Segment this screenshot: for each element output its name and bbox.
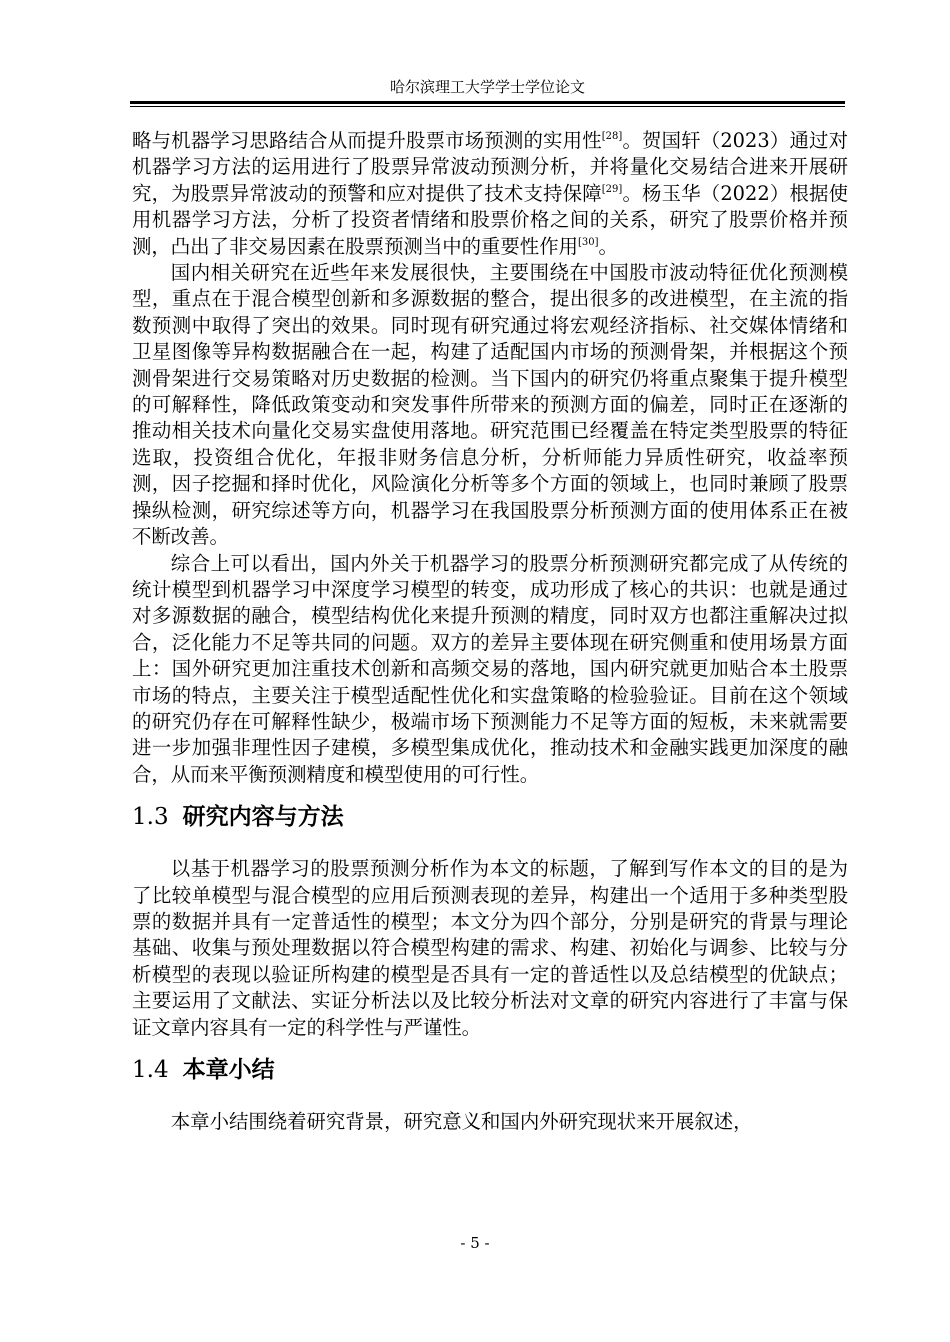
paragraph-5: 本章小结围绕着研究背景，研究意义和国内外研究现状来开展叙述， bbox=[170, 1110, 753, 1133]
section-title: 研究内容与方法 bbox=[182, 804, 344, 831]
page-number: - 5 - bbox=[460, 1234, 490, 1252]
citation-29: [29] bbox=[601, 183, 623, 195]
citation-30: [30] bbox=[577, 236, 599, 248]
paragraph-3: 综合上可以看出，国内外关于机器学习的股票分析预测研究都完成了从传统的统计模型到机器学习中深度学习模型的转变，成功形成了核心的共识：也就是通过对多源数据的融合，模型结构优化来提升预测的精度，同时双方也都注重解决过拟合，泛化能力不足等共同的问题。双方的差异主要体现在研究侧重和使用场景方面上：国外研究更加注重技术创新和高频交易的落地，国内研究就更加贴合本土股票市场的特点，主要关注于模型适配性优化和实盘策略的检验验证。目前在这个领域的研究仍存在可解释性缺少，极端市场下预测能力不足等方面的短板，未来就需要进一步加强非理性因子建模，多模型集成优化，推动技术和金融实践更加深度的融合，从而来平衡预测精度和模型使用的可行性。 bbox=[132, 551, 848, 786]
section-heading-1-3 bbox=[132, 800, 848, 834]
paragraph-1-text-d: 。 bbox=[598, 234, 618, 258]
running-header: 哈尔滨理工大学学士学位论文 bbox=[389, 78, 585, 96]
section-heading-1-4 bbox=[132, 1053, 848, 1087]
section-number: 1.3 bbox=[132, 804, 169, 831]
header-rule-thick bbox=[130, 101, 845, 104]
paragraph-4: 以基于机器学习的股票预测分析作为本文的标题，了解到写作本文的目的是为了比较单模型与混合模型的应用后预测表现的差异，构建出一个适用于多种类型股票的数据并具有一定普适性的模型；本文分为四个部分，分别是研究的背景与理论基础、收集与预处理数据以符合模型构建的需求、构建、初始化与调参、比较与分析模型的表现以验证所构建的模型是否具有一定的普适性以及总结模型的优缺点；主要运用了文献法、实证分析法以及比较分析法对文章的研究内容进行了丰富与保证文章内容具有一定的科学性与严谨性。 bbox=[132, 857, 848, 1039]
section-number: 1.4 bbox=[132, 1057, 169, 1083]
paragraph-1-text-a: 略与机器学习思路结合从而提升股票市场预测的实用性 bbox=[132, 129, 602, 152]
section-title: 本章小结 bbox=[182, 1057, 275, 1083]
paragraph-1-text-b: 。贺国轩（2023）通过对机器学习方法的运用进行了股票异常波动预测分析，并将量化交易结合进来开展研究，为股票异常波动的预警和应对提供了技术支持保障 bbox=[132, 129, 848, 205]
paragraph-2: 国内相关研究在近些年来发展很快，主要围绕在中国股市波动特征优化预测模型，重点在于混合模型创新和多源数据的整合，提出很多的改进模型，在主流的指数预测中取得了突出的效果。同时现有研究通过将宏观经济指标、社交媒体情绪和卫星图像等异构数据融合在一起，构建了适配国内市场的预测骨架，并根据这个预测骨架进行交易策略对历史数据的检测。当下国内的研究仍将重点聚集于提升模型的可解释性，降低政策变动和突发事件所带来的预测方面的偏差，同时正在逐渐的推动相关技术向量化交易实盘使用落地。研究范围已经覆盖在特定类型股票的特征选取，投资组合优化，年报非财务信息分析，分析师能力异质性研究，收益率预测，因子挖掘和择时优化，风险演化分析等多个方面的领域上，也同时兼顾了股票操纵检测，研究综述等方向，机器学习在我国股票分析预测方面的使用体系正在被不断改善。 bbox=[132, 261, 848, 549]
header-rule-thin bbox=[130, 106, 845, 107]
page-body bbox=[132, 128, 848, 1135]
paragraph-1 bbox=[132, 128, 848, 260]
paragraph-1-text-c: 。杨玉华（2022）根据使用机器学习方法，分析了投资者情绪和股票价格之间的关系，研究了股票价格并预测，凸出了非交易因素在股票预测当中的重要性作用 bbox=[132, 181, 848, 258]
citation-28: [28] bbox=[601, 131, 623, 142]
